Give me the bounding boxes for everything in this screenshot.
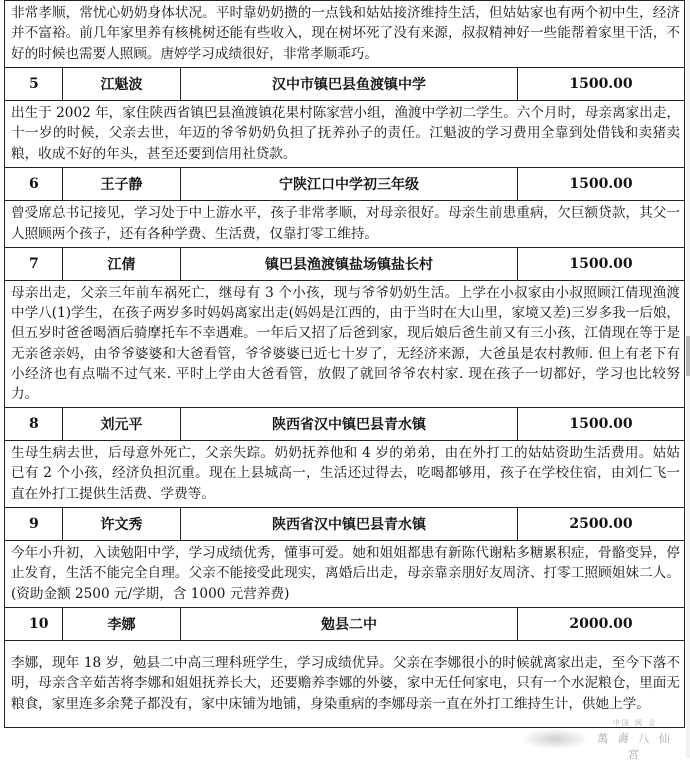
table-row <box>5 68 685 101</box>
recipient-school: 汉中市镇巴县鱼渡镇中学 <box>181 68 518 101</box>
table-row <box>5 101 685 168</box>
table-row <box>5 248 685 281</box>
recipient-amount: 1500.00 <box>518 68 685 101</box>
recipient-amount: 2500.00 <box>518 508 685 541</box>
recipient-number: 6 <box>5 168 63 201</box>
recipient-school: 镇巴县渔渡镇盐场镇盐长村 <box>181 248 518 281</box>
recipient-amount: 1500.00 <box>518 248 685 281</box>
table-row <box>5 168 685 201</box>
recipient-amount: 1500.00 <box>518 408 685 441</box>
seal-watermark <box>590 718 680 761</box>
recipient-name: 江魁波 <box>63 68 181 101</box>
watermark-top-text: 中国 网 会 <box>612 719 658 727</box>
recipient-description: 曾受席总书记接见，学习处于中上游水平，孩子非常孝顺，对母亲很好。母亲生前患重病，欠巨额贷款，其父一人照顾两个孩子，还有各种学费、生活费，仅靠打零工维持。 <box>5 201 685 248</box>
recipient-number: 7 <box>5 248 63 281</box>
recipient-number: 10 <box>5 608 63 641</box>
recipient-description: 非常孝顺，常忧心奶奶身体状况。平时靠奶奶攒的一点钱和姑姑接济维持生活，但姑姑家也有两个初中生，经济并不富裕。前几年家里养有核桃树还能有些收入，现在树坏死了没有来源，叔叔精神好一些能帮着家里干活，不好的时候也需要人照顾。唐婷学习成绩很好，非常孝顺乖巧。 <box>5 1 685 68</box>
recipient-number: 8 <box>5 408 63 441</box>
table-row <box>5 1 685 68</box>
ink-smudge <box>520 728 590 750</box>
recipient-number: 9 <box>5 508 63 541</box>
recipient-name: 刘元平 <box>63 408 181 441</box>
recipient-description: 生母生病去世，后母意外死亡，父亲失踪。奶奶抚养他和 4 岁的弟弟，由在外打工的姑姑资助生活费用。姑姑已有 2 个小孩，经济负担沉重。现在上县城高一，生活还过得去，吃喝都够用，孩子在学校住宿，由刘仁飞一直在外打工提供生活费、学费等。 <box>5 441 685 508</box>
vertical-scrollbar[interactable] <box>686 0 690 758</box>
recipient-description: 今年小升初，入读勉阳中学，学习成绩优秀，懂事可爱。她和姐姐都患有新陈代谢粘多糖累积症，骨骼变异，停止发育，生活不能完全自理。父亲不能接受此现实，离婚后出走，母亲靠亲朋好友周济、打零工照顾姐妹二人。(资助金额 2500 元/学期，含 1000 元营养费) <box>5 541 685 608</box>
table-row <box>5 281 685 408</box>
table-row <box>5 441 685 508</box>
recipient-number: 5 <box>5 68 63 101</box>
recipient-name: 王子静 <box>63 168 181 201</box>
aid-recipients-document <box>4 0 684 728</box>
table-row <box>5 641 685 728</box>
watermark-main-text: 萬 壽 八 仙 宮 <box>597 732 673 761</box>
table-row <box>5 608 685 641</box>
recipient-school: 陕西省汉中镇巴县青水镇 <box>181 508 518 541</box>
table-row <box>5 508 685 541</box>
recipient-amount: 1500.00 <box>518 168 685 201</box>
recipient-school: 勉县二中 <box>181 608 518 641</box>
recipient-name: 李娜 <box>63 608 181 641</box>
scrollbar-thumb[interactable] <box>686 336 690 376</box>
recipients-table <box>4 0 685 728</box>
recipient-name: 江倩 <box>63 248 181 281</box>
recipient-description: 出生于 2002 年，家住陕西省镇巴县渔渡镇花果村陈家营小组，渔渡中学初二学生。六个月时，母亲离家出走，十一岁的时候，父亲去世，年迈的爷爷奶奶负担了抚养孙子的责任。江魁波的学习费用全靠到处借钱和卖猪卖粮，收成不好的年头，甚至还要到信用社贷款。 <box>5 101 685 168</box>
recipient-description: 李娜，现年 18 岁，勉县二中高三理科班学生，学习成绩优异。父亲在李娜很小的时候就离家出走，至今下落不明，母亲含辛茹苦将李娜和姐姐抚养长大，还要赡养李娜的外婆，家中无任何家电，只有一个水泥粮仓，里面无粮食，家里连多余凳子都没有，家中床铺为地铺，身染重病的李娜母亲一直在外打工维持生计，供她上学。 <box>5 641 685 728</box>
recipient-amount: 2000.00 <box>518 608 685 641</box>
recipient-description: 母亲出走，父亲三年前车祸死亡，继母有 3 个小孩，现与爷爷奶奶生活。上学在小叔家由小叔照顾江倩现渔渡中学八(1)学生，在孩子两岁多时妈妈离家出走(妈妈是江西的，由于当时在大山里，家境又差)三岁多我一后娘，但五岁时爸爸喝酒后骑摩托车不幸遇难。一年后又招了后爸到家，现后娘后爸生前又有三小孩，江倩现在等于是无亲爸亲妈，由爷爷婆婆和大爸看管，爷爷婆婆已近七十岁了，无经济来源，大爸虽是农村教师. 但上有老下有小经济也有点喘不过气来. 平时上学由大爸看管，放假了就回爷爷农村家. 现在孩子一切都好，学习也比较努力。 <box>5 281 685 408</box>
recipient-name: 许文秀 <box>63 508 181 541</box>
table-row <box>5 408 685 441</box>
table-row <box>5 201 685 248</box>
recipient-school: 宁陕江口中学初三年级 <box>181 168 518 201</box>
recipient-school: 陕西省汉中镇巴县青水镇 <box>181 408 518 441</box>
table-row <box>5 541 685 608</box>
